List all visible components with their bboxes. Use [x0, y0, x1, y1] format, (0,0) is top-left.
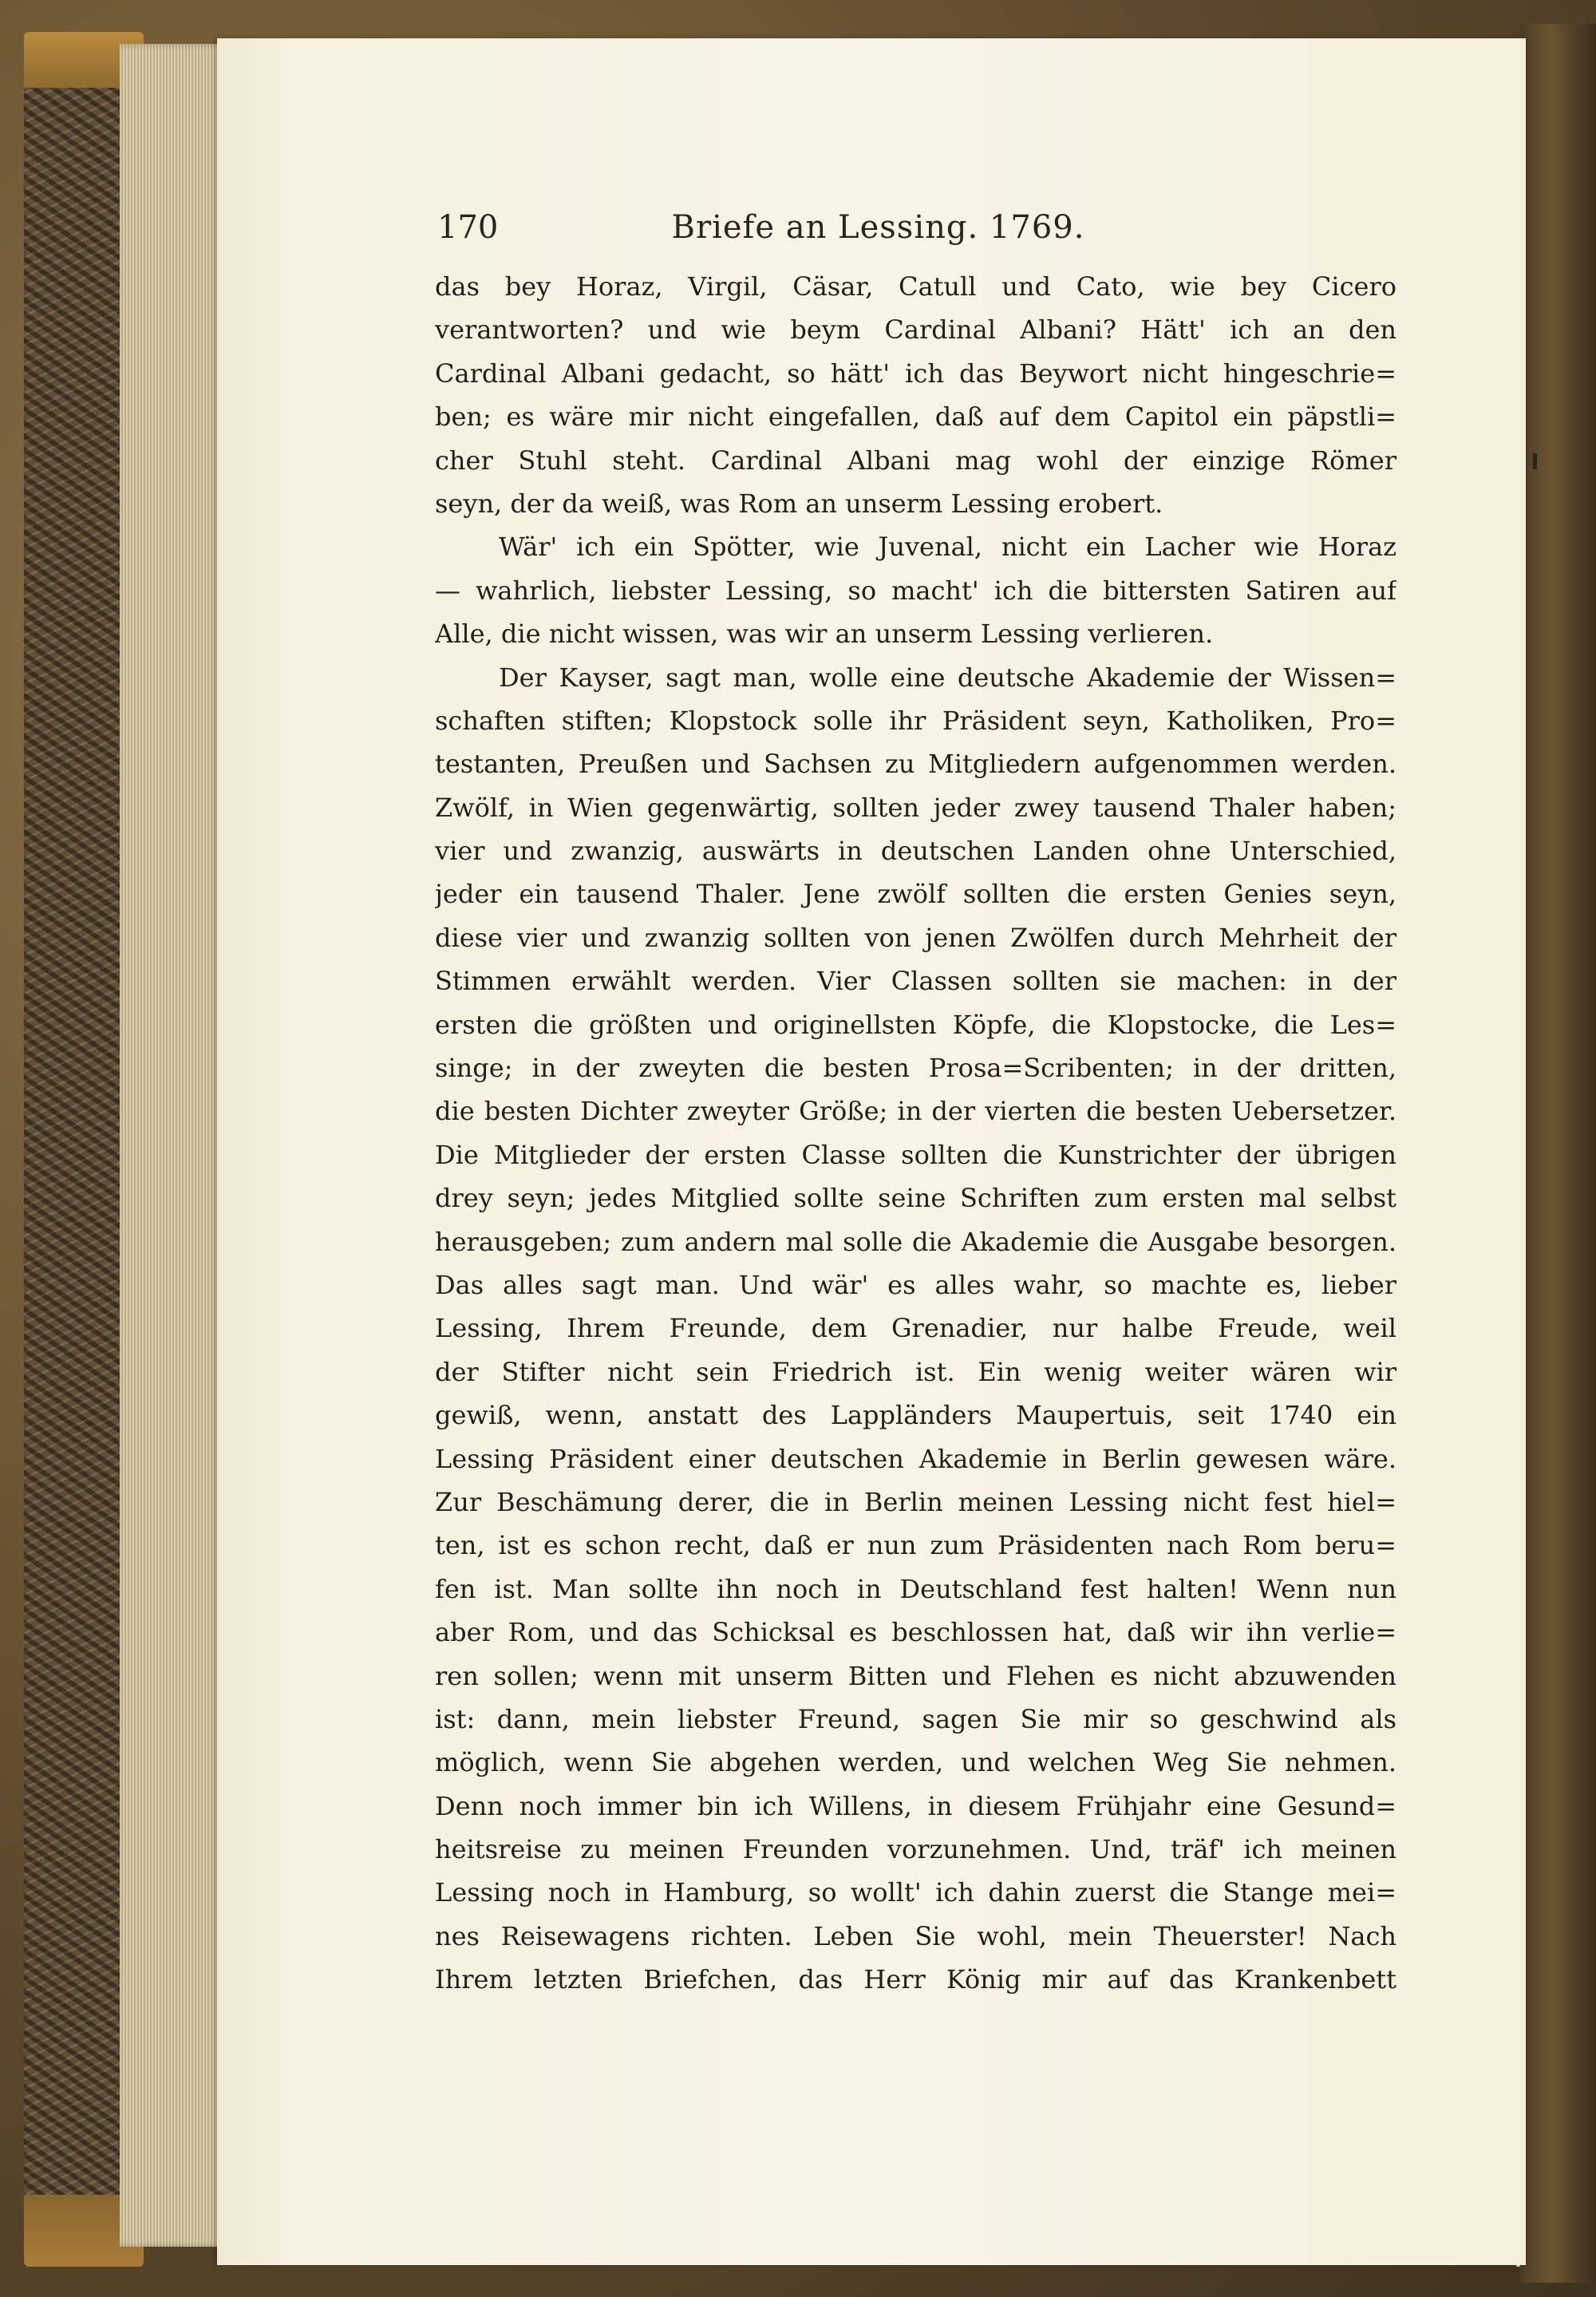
body-text: [435, 265, 1396, 2002]
text-line: jeder ein tausend Thaler. Jene zwölf sollten die ersten Genies seyn,: [435, 879, 1396, 910]
text-line: — wahrlich, liebster Lessing, so macht' ich die bittersten Satiren auf: [435, 575, 1396, 606]
text-line: Wär' ich ein Spötter, wie Juvenal, nicht ein Lacher wie Horaz: [499, 532, 1396, 563]
text-line: heitsreise zu meinen Freunden vorzunehmen. Und, träf' ich meinen: [435, 1834, 1396, 1865]
text-line: herausgeben; zum andern mal solle die Akademie die Ausgabe besorgen.: [435, 1226, 1396, 1257]
text-line: das bey Horaz, Virgil, Cäsar, Catull und Cato, wie bey Cicero: [435, 271, 1396, 302]
text-line: schaften stiften; Klopstock solle ihr Präsident seyn, Katholiken, Pro=: [435, 705, 1396, 736]
text-line: Cardinal Albani gedacht, so hätt' ich das Beywort nicht hingeschrie=: [435, 358, 1396, 389]
text-line: drey seyn; jedes Mitglied sollte seine Schriften zum ersten mal selbst: [435, 1183, 1396, 1214]
page-number: 170: [437, 209, 499, 246]
text-line: ben; es wäre mir nicht eingefallen, daß auf dem Capitol ein päpstli=: [435, 401, 1396, 433]
text-line: ten, ist es schon recht, daß er nun zum Präsidenten nach Rom beru=: [435, 1530, 1396, 1561]
text-line: gewiß, wenn, anstatt des Lappländers Maupertuis, seit 1740 ein: [435, 1400, 1396, 1431]
text-line: ren sollen; wenn mit unserm Bitten und Flehen es nicht abzuwenden: [435, 1660, 1396, 1691]
text-line: Ihrem letzten Briefchen, das Herr König mir auf das Krankenbett: [435, 1964, 1396, 1995]
text-line: Stimmen erwählt werden. Vier Classen sollten sie machen: in der: [435, 966, 1396, 997]
text-line: Zur Beschämung derer, die in Berlin meinen Lessing nicht fest hiel=: [435, 1486, 1396, 1517]
text-line: Denn noch immer bin ich Willens, in diesem Frühjahr eine Gesund=: [435, 1790, 1396, 1821]
text-line: seyn, der da weiß, was Rom an unserm Lessing erobert.: [435, 488, 1163, 519]
text-line: ersten die größten und originellsten Köpfe, die Klopstocke, die Les=: [435, 1009, 1396, 1040]
text-line: Das alles sagt man. Und wär' es alles wahr, so machte es, lieber: [435, 1269, 1396, 1300]
text-line: verantworten? und wie beym Cardinal Albani? Hätt' ich an den: [435, 314, 1396, 346]
text-line: der Stifter nicht sein Friedrich ist. Ein wenig weiter wären wir: [435, 1356, 1396, 1387]
text-line: Lessing noch in Hamburg, so wollt' ich dahin zuerst die Stange mei=: [435, 1877, 1396, 1908]
page-edges: [120, 44, 231, 2247]
text-line: Alle, die nicht wissen, was wir an unserm Lessing verlieren.: [435, 619, 1214, 650]
text-line: aber Rom, und das Schicksal es beschlossen hat, daß wir ihn verlie=: [435, 1617, 1396, 1648]
text-line: die besten Dichter zweyter Größe; in der vierten die besten Uebersetzer.: [435, 1096, 1396, 1127]
running-head: Briefe an Lessing. 1769.: [671, 209, 1085, 246]
margin-mark: [1533, 453, 1537, 469]
text-line: Zwölf, in Wien gegenwärtig, sollten jeder zwey tausend Thaler haben;: [435, 792, 1396, 823]
text-line: testanten, Preußen und Sachsen zu Mitgliedern aufgenommen werden.: [435, 749, 1396, 780]
text-line: Lessing Präsident einer deutschen Akademie in Berlin gewesen wäre.: [435, 1443, 1396, 1474]
text-line: Die Mitglieder der ersten Classe sollten die Kunstrichter der übrigen: [435, 1139, 1396, 1170]
text-line: diese vier und zwanzig sollten von jenen Zwölfen durch Mehrheit der: [435, 922, 1396, 953]
text-line: ist: dann, mein liebster Freund, sagen Sie mir so geschwind als: [435, 1703, 1396, 1734]
text-line: nes Reisewagens richten. Leben Sie wohl, mein Theuerster! Nach: [435, 1920, 1396, 1951]
text-line: Lessing, Ihrem Freunde, dem Grenadier, nur halbe Freude, weil: [435, 1313, 1396, 1344]
text-line: Der Kayser, sagt man, wolle eine deutsche Akademie der Wissen=: [499, 662, 1396, 693]
text-line: fen ist. Man sollte ihn noch in Deutschland fest halten! Wenn nun: [435, 1573, 1396, 1604]
text-line: möglich, wenn Sie abgehen werden, und welchen Weg Sie nehmen.: [435, 1747, 1396, 1778]
text-line: cher Stuhl steht. Cardinal Albani mag wohl der einzige Römer: [435, 445, 1396, 476]
text-line: singe; in der zweyten die besten Prosa=Scribenten; in der dritten,: [435, 1053, 1396, 1084]
right-book-cover: [1520, 24, 1596, 2283]
page-header: [437, 209, 1319, 246]
text-line: vier und zwanzig, auswärts in deutschen Landen ohne Unterschied,: [435, 836, 1396, 867]
